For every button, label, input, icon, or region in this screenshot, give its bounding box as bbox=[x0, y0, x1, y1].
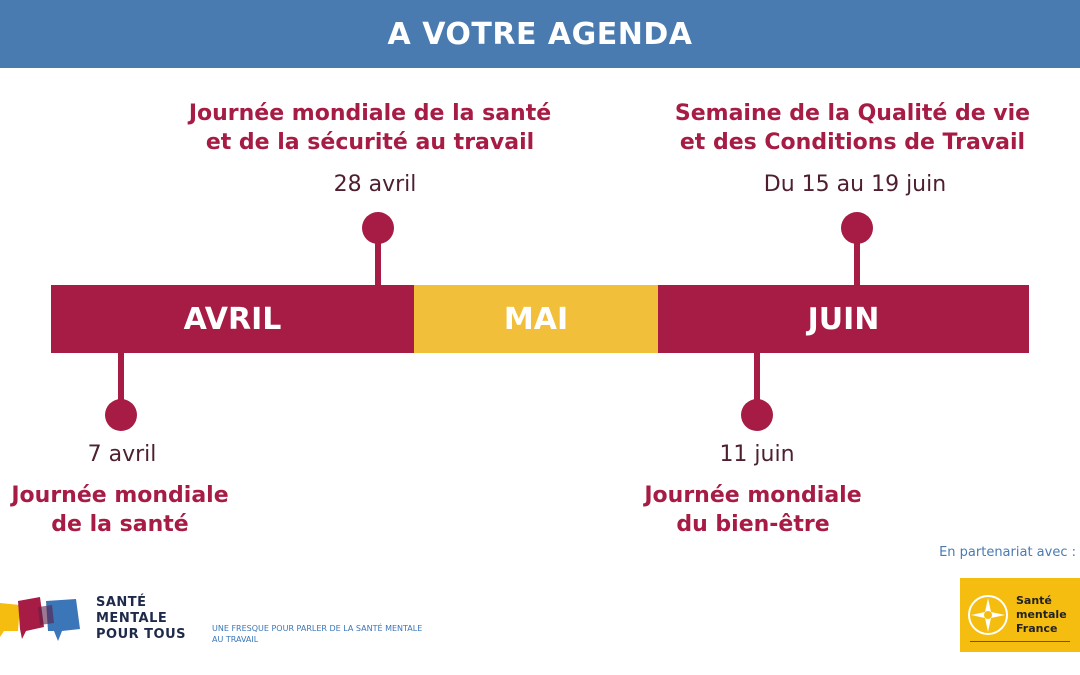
brand-name-line: POUR TOUS bbox=[96, 627, 187, 642]
event-title-line: Journée mondiale de la santé bbox=[188, 101, 552, 126]
brand-name bbox=[96, 595, 206, 643]
event-title bbox=[640, 99, 1065, 157]
event-title-line: de la santé bbox=[51, 512, 189, 537]
page-title: A VOTRE AGENDA bbox=[387, 16, 693, 52]
month-juin bbox=[658, 285, 1029, 353]
event-title bbox=[150, 99, 590, 157]
event-title-line: et des Conditions de Travail bbox=[679, 130, 1026, 155]
event-title-line: Journée mondiale bbox=[644, 483, 862, 508]
month-avril bbox=[51, 285, 414, 353]
compass-star-icon bbox=[966, 593, 1010, 637]
event-marker-stem bbox=[754, 352, 760, 402]
partner-name-line: France bbox=[1016, 622, 1058, 635]
speech-bubbles-logo-icon bbox=[0, 597, 84, 645]
event-marker-stem bbox=[375, 240, 381, 286]
partner-name-line: Santé bbox=[1016, 594, 1052, 607]
partner-logo bbox=[960, 578, 1080, 652]
event-marker-stem bbox=[118, 352, 124, 402]
partner-label: En partenariat avec : bbox=[939, 545, 1076, 560]
event-date: 11 juin bbox=[719, 442, 795, 467]
month-label: JUIN bbox=[807, 301, 880, 337]
month-label: MAI bbox=[503, 301, 569, 337]
event-title-line: du bien-être bbox=[676, 512, 830, 537]
month-label: AVRIL bbox=[183, 301, 282, 337]
partner-name bbox=[1016, 594, 1067, 636]
page-header bbox=[0, 0, 1080, 68]
partner-logo-underline bbox=[970, 641, 1070, 642]
event-date: 28 avril bbox=[333, 172, 417, 197]
event-marker-dot bbox=[105, 399, 137, 431]
event-date: Du 15 au 19 juin bbox=[763, 172, 947, 197]
event-marker-stem bbox=[854, 240, 860, 286]
event-title bbox=[0, 481, 240, 539]
tagline-line: UNE FRESQUE POUR PARLER DE LA SANTÉ MENTALE bbox=[212, 624, 423, 633]
event-title-line: Semaine de la Qualité de vie bbox=[674, 101, 1031, 126]
event-date: 7 avril bbox=[87, 442, 157, 467]
month-mai bbox=[414, 285, 658, 353]
brand-name-line: MENTALE bbox=[96, 611, 168, 626]
partner-name-line: mentale bbox=[1016, 608, 1067, 621]
event-marker-dot bbox=[741, 399, 773, 431]
event-title bbox=[623, 481, 883, 539]
tagline-line: AU TRAVAIL bbox=[212, 635, 259, 644]
event-title-line: et de la sécurité au travail bbox=[205, 130, 535, 155]
event-title-line: Journée mondiale bbox=[11, 483, 229, 508]
brand-name-line: SANTÉ bbox=[96, 595, 147, 610]
brand-tagline bbox=[212, 623, 432, 645]
